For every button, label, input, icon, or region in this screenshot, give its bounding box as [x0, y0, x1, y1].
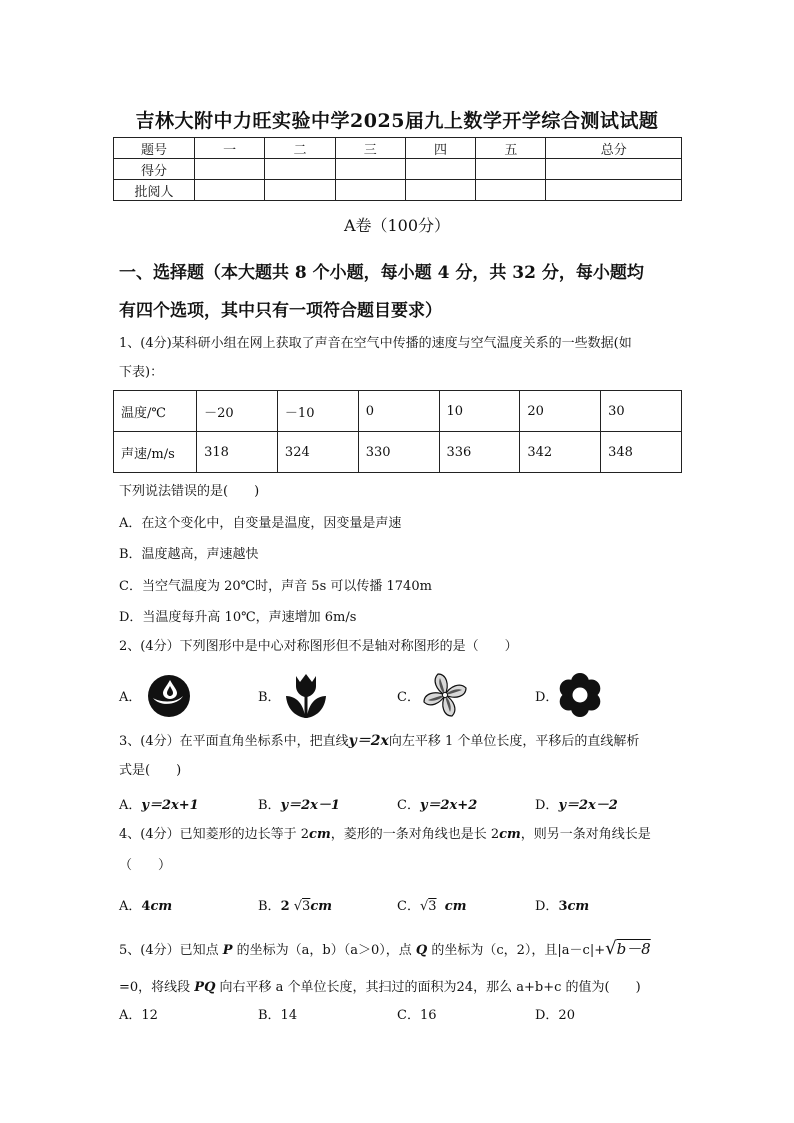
- q4-option-d[interactable]: [535, 895, 589, 914]
- sqrt-sign-icon: √: [293, 899, 303, 914]
- q1-stem: [119, 329, 694, 387]
- option-number: 4: [141, 899, 151, 914]
- table-cell: 五: [476, 138, 546, 159]
- q1-stem-line2: 下表)：: [119, 365, 164, 380]
- q3-option-b[interactable]: [258, 794, 340, 813]
- section-1-line1: 一、选择题（本大题共 8 个小题，每小题 4 分，共 32 分，每小题均: [119, 263, 644, 283]
- table-cell: 20: [520, 391, 601, 432]
- table-cell: －10: [277, 391, 358, 432]
- table-cell: 题号: [114, 138, 195, 159]
- q4-unit: cm: [309, 827, 331, 842]
- q3-stem-line1: [119, 727, 694, 756]
- table-cell: 324: [277, 432, 358, 473]
- q5-radicand: b－8: [616, 940, 651, 958]
- option-label: C．: [397, 798, 420, 813]
- q1-prompt: 下列说法错误的是( ): [119, 484, 260, 499]
- sqrt-sign-icon: √: [605, 938, 617, 959]
- table-cell: 二: [265, 138, 335, 159]
- point-p: P: [222, 943, 233, 958]
- q2-stem: 2、(4分）下列图形中是中心对称图形但不是轴对称图形的是（ ）: [119, 639, 518, 654]
- option-label: A．: [119, 798, 142, 813]
- table-cell: 336: [439, 432, 520, 473]
- q1-option-d[interactable]: D．当温度每升高 10℃，声速增加 6m/s: [119, 610, 357, 625]
- q5-stem-line1: [119, 930, 694, 969]
- score-input-cell[interactable]: [476, 159, 546, 180]
- option-number: 2: [280, 899, 290, 914]
- q4-stem-c: ，则另一条对角线长是: [520, 827, 651, 842]
- table-row: [114, 180, 682, 201]
- q5-s1: 5、(4分）已知点: [119, 943, 223, 958]
- flower-icon[interactable]: [557, 672, 603, 718]
- table-cell: 得分: [114, 159, 195, 180]
- table-cell: 30: [601, 391, 682, 432]
- option-unit: cm: [444, 899, 467, 914]
- table-cell: 342: [520, 432, 601, 473]
- pinwheel-icon[interactable]: [420, 670, 470, 720]
- score-input-cell[interactable]: [335, 180, 405, 201]
- option-expr: y＝2x－1: [280, 798, 340, 813]
- table-cell: 318: [197, 432, 278, 473]
- q5-option-a[interactable]: A．12: [119, 1008, 158, 1023]
- q3-equation: y＝2x: [348, 733, 389, 749]
- q5-s2: 的坐标为（a，b）（a＞0），点: [232, 943, 416, 958]
- score-input-cell[interactable]: [195, 159, 265, 180]
- option-label: D．: [535, 798, 559, 813]
- q4-stem-a: 4、(4分）已知菱形的边长等于 2: [119, 827, 310, 842]
- water-drop-icon[interactable]: [145, 672, 193, 720]
- table-cell: －20: [197, 391, 278, 432]
- q3-option-a[interactable]: [119, 794, 199, 813]
- q5-stem-line2: [119, 969, 694, 1006]
- score-input-cell[interactable]: [265, 159, 335, 180]
- score-input-cell[interactable]: [405, 159, 475, 180]
- table-cell: 0: [358, 391, 439, 432]
- q5-option-b[interactable]: B．14: [258, 1008, 298, 1023]
- sqrt-sign-icon: √: [419, 899, 429, 914]
- q5-s3: 的坐标为（c，2），且|a－c|+: [427, 943, 606, 958]
- q1-options: [119, 476, 694, 634]
- page-title: 吉林大附中力旺实验中学2025届九上数学开学综合测试试题: [135, 110, 659, 132]
- score-input-cell[interactable]: [546, 180, 682, 201]
- q1-data-table: [113, 390, 682, 473]
- option-expr: y＝2x+1: [141, 798, 199, 813]
- option-radicand: 3: [428, 899, 437, 914]
- score-input-cell[interactable]: [546, 159, 682, 180]
- table-cell: 一: [195, 138, 265, 159]
- table-cell: 三: [335, 138, 405, 159]
- q4-stem-b: ，菱形的一条对角线也是长 2: [330, 827, 500, 842]
- score-input-cell[interactable]: [265, 180, 335, 201]
- q3-stem: [119, 727, 694, 785]
- table-cell: 330: [358, 432, 439, 473]
- q4-option-b[interactable]: [258, 895, 332, 914]
- section-1-line2: 有四个选项，其中只有一项符合题目要求）: [119, 301, 442, 321]
- table-row: [114, 138, 682, 159]
- q5-stem: [119, 930, 694, 1006]
- option-label: C．: [397, 899, 420, 914]
- q1-stem-line1: 1、(4分)某科研小组在网上获取了声音在空气中传播的速度与空气温度关系的一些数据(如: [119, 336, 632, 351]
- q4-stem-line1: [119, 819, 694, 850]
- q2-option-c-label[interactable]: C．: [397, 690, 420, 705]
- q3-option-d[interactable]: [535, 794, 618, 813]
- q4-stem-line2: （ ）: [119, 858, 172, 873]
- option-unit: cm: [567, 899, 590, 914]
- q5-option-c[interactable]: C．16: [397, 1008, 437, 1023]
- score-input-cell[interactable]: [476, 180, 546, 201]
- score-table: [113, 137, 682, 201]
- q4-unit: cm: [499, 827, 521, 842]
- table-row: [114, 159, 682, 180]
- table-cell: 四: [405, 138, 475, 159]
- table-cell: 声速/m/s: [114, 432, 197, 473]
- segment-pq: PQ: [194, 980, 216, 995]
- option-label: A．: [119, 899, 142, 914]
- q3-stem-a: 3、(4分）在平面直角坐标系中，把直线: [119, 734, 349, 749]
- q3-stem-line2: 式是( ): [119, 763, 182, 778]
- q5-option-d[interactable]: D．20: [535, 1008, 575, 1023]
- table-cell: 批阅人: [114, 180, 195, 201]
- q5-line2-b: 向右平移 a 个单位长度，其扫过的面积为24，那么 a+b+c 的值为( ): [215, 980, 641, 995]
- q4-stem: [119, 819, 694, 881]
- table-cell: 总分: [546, 138, 682, 159]
- table-cell: 10: [439, 391, 520, 432]
- option-radicand: 3: [302, 899, 311, 914]
- option-number: 3: [558, 899, 568, 914]
- option-unit: cm: [310, 899, 332, 914]
- table-cell: 348: [601, 432, 682, 473]
- option-expr: y＝2x+2: [419, 798, 478, 813]
- table-row: [114, 391, 682, 432]
- section-1-heading: [119, 254, 689, 330]
- score-input-cell[interactable]: [195, 180, 265, 201]
- score-input-cell[interactable]: [405, 180, 475, 201]
- option-label: D．: [535, 899, 559, 914]
- q1-option-a[interactable]: A．在这个变化中，自变量是温度，因变量是声速: [119, 515, 402, 531]
- section-a-heading: A卷（100分）: [343, 216, 451, 235]
- point-q: Q: [415, 943, 428, 958]
- tulip-icon[interactable]: [282, 670, 330, 720]
- q2-option-a-label[interactable]: A．: [119, 690, 142, 705]
- q3-stem-b: 向左平移 1 个单位长度，平移后的直线解析: [388, 734, 640, 749]
- q3-option-c[interactable]: [397, 794, 477, 813]
- q5-line2-a: =0，将线段: [119, 980, 195, 995]
- q1-option-c[interactable]: C．当空气温度为 20℃时，声音 5s 可以传播 1740m: [119, 578, 432, 594]
- option-label: B．: [258, 798, 281, 813]
- table-cell: 温度/℃: [114, 391, 197, 432]
- q1-option-b[interactable]: B．温度越高，声速越快: [119, 547, 259, 562]
- score-input-cell[interactable]: [335, 159, 405, 180]
- q4-option-c[interactable]: [397, 895, 466, 914]
- option-expr: y＝2x－2: [558, 798, 618, 813]
- q2-option-b-label[interactable]: B．: [258, 690, 281, 705]
- option-unit: cm: [150, 899, 173, 914]
- table-row: [114, 432, 682, 473]
- q2-option-d-label[interactable]: D．: [535, 690, 559, 705]
- q4-option-a[interactable]: [119, 895, 172, 914]
- option-label: B．: [258, 899, 281, 914]
